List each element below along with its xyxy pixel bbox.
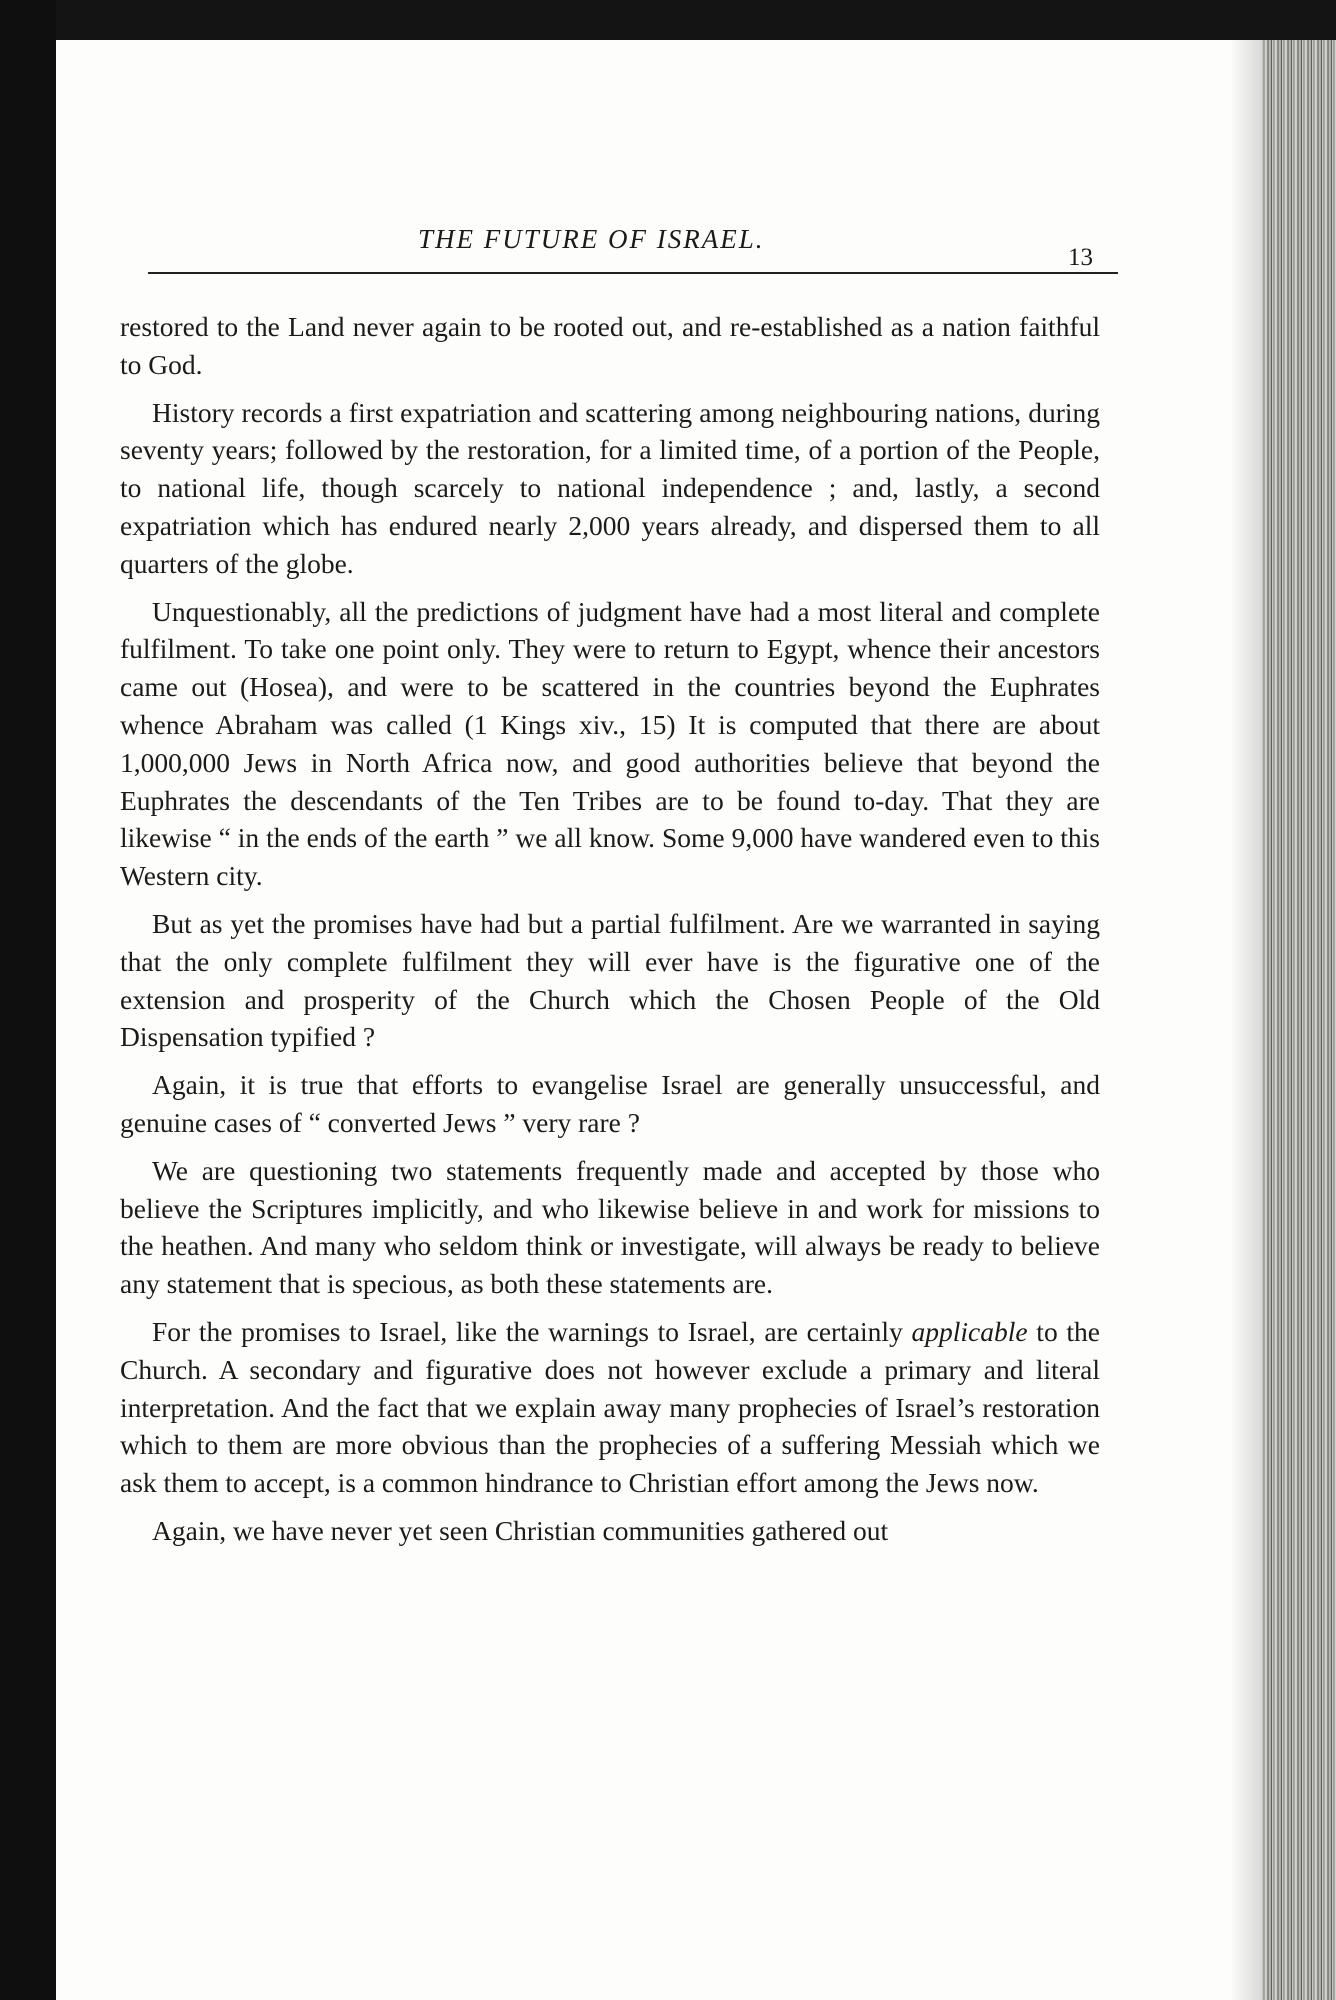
scan-top-border (0, 0, 1336, 40)
paragraph: History records a first expatriation and scattering among neighbouring nations, during seventy years; followed by the restoration, for a limited time, of a portion of the People, to national life, though scarcely to national independence ; and, lastly, a second expatriation which has endured nearly 2,000 years already, and dispersed them to all quarters of the globe. (120, 396, 1100, 579)
page-number: 13 (1068, 244, 1093, 271)
body-text (120, 308, 1100, 1560)
paragraph: But as yet the promises have had but a partial fulfilment. Are we warranted in saying that the only complete fulfilment they will ever have is the figurative one of the extension and prosperity of the Church which the Chosen People of the Old Dispensation typified ? (120, 907, 1100, 1053)
paragraph: Again, it is true that efforts to evangelise Israel are generally unsuccessful, and genuine cases of “ converted Jews ” very rare ? (120, 1069, 1100, 1138)
paragraph (120, 1313, 1100, 1502)
running-title: THE FUTURE OF ISRAEL. (418, 224, 765, 254)
scan-left-border (0, 0, 56, 2000)
paragraph-text: to the Church. A secondary and figurative does not however exclude a primary and literal interpretation. And the fact that we explain away many prophecies of Israel’s restoration which to them are more obvious than the prophecies of a suffering Messiah which we ask them to accept, is a common hindrance to Christian effort among the Jews now. (120, 1315, 1100, 1499)
paragraph-text: For the promises to Israel, like the warnings to Israel, are certainly (152, 1315, 912, 1347)
paragraph: Unquestionably, all the predictions of judgment have had a most literal and complete fulfilment. To take one point only. They were to return to Egypt, whence their ancestors came out (Hosea), and were to be scattered in the countries beyond the Euphrates whence Abraham was called (1 Kings xiv., 15) It is computed that there are about 1,000,000 Jews in North Africa now, and good authorities believe that beyond the Euphrates the descendants of the Ten Tribes are to be found to-day. That they are likewise “ in the ends of the earth ” we all know. Some 9,000 have wandered even to this Western city. (120, 595, 1100, 892)
paragraph-last-line: Again, we have never yet seen Christian communities gathered out (152, 1514, 889, 1546)
paragraph: We are questioning two statements frequently made and accepted by those who believe the Scriptures implicitly, and who likewise believe in and work for missions to the heathen. And many who seldom think or investigate, will always be ready to believe any statement that is specious, as both these statements are. (120, 1154, 1100, 1300)
paragraph-continued: restored to the Land never again to be rooted out, and re-established as a nation faithful to God. (120, 311, 1100, 380)
book-page-edges (1262, 40, 1336, 2000)
emphasized-word: applicable (911, 1315, 1028, 1347)
header-rule (148, 272, 1118, 274)
page-header (148, 210, 1118, 306)
